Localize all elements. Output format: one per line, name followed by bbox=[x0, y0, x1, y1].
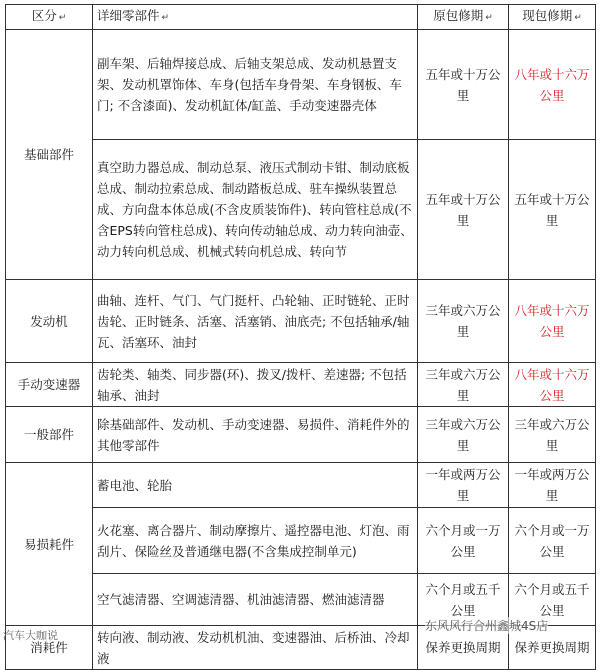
category-cell: 手动变速器 bbox=[6, 363, 93, 407]
new-period-cell: 五年或十万公里 bbox=[509, 140, 596, 280]
new-period-cell: 三年或六万公里 bbox=[509, 407, 596, 463]
detail-cell: 除基础部件、发动机、手动变速器、易损件、消耗件外的其他零部件 bbox=[93, 407, 418, 463]
new-period-cell: 六个月或一万公里 bbox=[509, 508, 596, 574]
old-period-cell: 保养更换周期 bbox=[418, 626, 509, 670]
warranty-table bbox=[5, 4, 596, 670]
category-cell: 易损耗件 bbox=[6, 463, 93, 626]
detail-cell: 蓄电池、轮胎 bbox=[93, 463, 418, 508]
category-cell: 基础部件 bbox=[6, 30, 93, 280]
header-old-period: 原包修期 ↵ bbox=[418, 5, 509, 30]
category-cell: 一般部件 bbox=[6, 407, 93, 463]
watermark-left: 汽车大咖说 bbox=[3, 629, 58, 642]
watermark-right: 东风风行合州鑫城4S店 bbox=[425, 619, 549, 633]
table-row bbox=[6, 30, 596, 140]
detail-cell: 空气滤清器、空调滤清器、机油滤清器、燃油滤清器 bbox=[93, 574, 418, 626]
table-row bbox=[6, 140, 596, 280]
old-period-cell: 五年或十万公里 bbox=[418, 30, 509, 140]
new-period-cell: 六个月或五千公里 bbox=[509, 574, 596, 626]
old-period-cell: 六个月或一万公里 bbox=[418, 508, 509, 574]
new-period-cell: 一年或两万公里 bbox=[509, 463, 596, 508]
detail-cell: 齿轮类、轴类、同步器(环)、拨叉/拨杆、差速器; 不包括轴承、油封 bbox=[93, 363, 418, 407]
old-period-cell: 六个月或五千公里 bbox=[418, 574, 509, 626]
new-period-cell: 八年或十六万公里 bbox=[509, 280, 596, 363]
table-row bbox=[6, 280, 596, 363]
detail-cell: 曲轴、连杆、气门、气门挺杆、凸轮轴、正时链轮、正时齿轮、正时链条、活塞、活塞销、油底壳; 不包括轴承/轴瓦、活塞环、油封 bbox=[93, 280, 418, 363]
old-period-cell: 三年或六万公里 bbox=[418, 280, 509, 363]
old-period-cell: 五年或十万公里 bbox=[418, 140, 509, 280]
old-period-cell: 三年或六万公里 bbox=[418, 363, 509, 407]
table-row bbox=[6, 407, 596, 463]
new-period-cell: 八年或十六万公里 bbox=[509, 363, 596, 407]
header-new-period: 现包修期 ↵ bbox=[509, 5, 596, 30]
category-cell: 消耗件 bbox=[6, 626, 93, 670]
detail-cell: 真空助力器总成、制动总泵、液压式制动卡钳、制动底板总成、制动拉索总成、制动踏板总成、驻车操纵装置总成、方向盘本体总成(不含皮质装饰件)、转向管柱总成(不含EPS转向管柱总成)、转向传动轴总成、动力转向油壶、动力转向机总成、机械式转向机总成、转向节 bbox=[93, 140, 418, 280]
table-header-row bbox=[6, 5, 596, 30]
old-period-cell: 一年或两万公里 bbox=[418, 463, 509, 508]
category-cell: 发动机 bbox=[6, 280, 93, 363]
table-row bbox=[6, 508, 596, 574]
new-period-cell: 保养更换周期 bbox=[509, 626, 596, 670]
detail-cell: 副车架、后轴焊接总成、后轴支架总成、发动机悬置支架、发动机罩饰体、车身(包括车身骨架、车身钢板、车门; 不含漆面)、发动机缸体/缸盖、手动变速器壳体 bbox=[93, 30, 418, 140]
detail-cell: 转向液、制动液、发动机机油、变速器油、后桥油、冷却液 bbox=[93, 626, 418, 670]
new-period-cell: 八年或十六万公里 bbox=[509, 30, 596, 140]
table-row bbox=[6, 463, 596, 508]
table-row bbox=[6, 363, 596, 407]
header-detail: 详细零部件 ↵ bbox=[93, 5, 418, 30]
detail-cell: 火花塞、离合器片、制动摩擦片、遥控器电池、灯泡、雨刮片、保险丝及普通继电器(不含集成控制单元) bbox=[93, 508, 418, 574]
old-period-cell: 三年或六万公里 bbox=[418, 407, 509, 463]
header-category: 区分 ↵ bbox=[6, 5, 93, 30]
